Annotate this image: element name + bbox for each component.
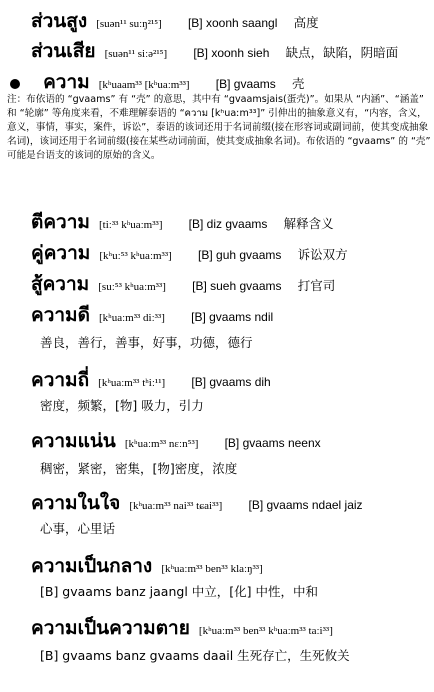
thai-headword: ความ: [43, 71, 90, 93]
ipa-transcription: [kʰuaːm³³ nɛːn⁵³]: [124, 438, 199, 450]
thai-headword: ความดี: [31, 304, 90, 326]
entry-line: [31, 300, 273, 330]
definition-line: 密度，频繁，[物] 吸力，引力: [40, 398, 204, 413]
thai-headword: ส่วนสูง: [31, 10, 88, 32]
thai-headword: ความแน่น: [31, 430, 116, 452]
entry-line: [31, 365, 271, 395]
entry-line: [31, 269, 335, 299]
ipa-transcription: [kʰuaːm³³ ben³³ klaːŋ³³]: [161, 563, 263, 575]
ipa-transcription: [kʰuaːm³³ diː³³]: [99, 312, 165, 324]
chinese-gloss: 壳: [292, 76, 305, 91]
chinese-gloss: 打官司: [297, 278, 336, 293]
thai-headword: ความเป็นความตาย: [31, 617, 190, 639]
ipa-transcription: [tiː³³ kʰuaːm³³]: [99, 219, 163, 231]
chinese-gloss: 解释含义: [283, 216, 334, 231]
definition-line: 善良，善行，善事，好事，功德，德行: [40, 335, 253, 350]
ipa-transcription: [kʰuaːm³³ ben³³ kʰuaːm³³ taːi³³]: [198, 625, 333, 637]
buyi-source: [B] xoonh saangl: [187, 16, 278, 30]
thai-headword: ความถี่: [31, 369, 90, 391]
buyi-source: [B] guh gvaams: [198, 248, 282, 262]
definition-line: 稠密，紧密，密集，[物]密度，浓度: [40, 461, 238, 476]
entry-line: [31, 6, 319, 36]
ipa-transcription: [kʰuaːm³³ tʰiː¹¹]: [98, 377, 166, 389]
chinese-gloss: 缺点，缺陷，阴暗面: [285, 45, 399, 60]
ipa-transcription: [suən¹¹ siːə²¹⁵]: [104, 48, 168, 60]
entry-line: [31, 613, 333, 643]
thai-headword: สู้ความ: [31, 273, 90, 295]
thai-headword: ตีความ: [31, 211, 90, 233]
ipa-transcription: [suː⁵³ kʰuaːm³³]: [98, 281, 166, 293]
ipa-transcription: [kʰuaam³³ [kʰuaːm³³]: [98, 79, 190, 91]
buyi-source: [B] sueh gvaams: [192, 279, 282, 293]
ipa-transcription: [kʰuaːm³³ nai³³ tɕai³³]: [129, 500, 223, 512]
thai-headword: คู่ความ: [31, 242, 91, 264]
ipa-transcription: [suən¹¹ suːŋ²¹⁵]: [96, 18, 162, 30]
thai-headword: ส่วนเสีย: [31, 40, 96, 62]
entry-line: [31, 207, 334, 237]
thai-headword: ความเป็นกลาง: [31, 555, 153, 577]
buyi-source: [B] gvaams neenx: [224, 436, 321, 450]
definition-line: 心事，心里话: [40, 521, 116, 536]
definition-line: [B] gvaams banz jaangl 中立，[化] 中性，中和: [40, 584, 318, 599]
buyi-source: [B] gvaams: [215, 77, 276, 91]
buyi-source: [B] gvaams ndael jaiz: [248, 498, 363, 512]
thai-headword: ความในใจ: [31, 492, 121, 514]
buyi-source: [B] diz gvaams: [188, 217, 268, 231]
entry-line: [31, 551, 263, 581]
entry-line: [31, 488, 363, 518]
entry-line: [31, 238, 348, 268]
bullet-icon: [10, 79, 20, 89]
ipa-transcription: [kʰuː⁵³ kʰuaːm³³]: [99, 250, 172, 262]
entry-line: [31, 36, 398, 66]
buyi-source: [B] xoonh sieh: [193, 46, 270, 60]
definition-line: [B] gvaams banz gvaams daail 生死存亡，生死攸关: [40, 648, 350, 663]
etymology-note: 注：布依语的 “gvaams” 有 “壳” 的意思，其中有 “gvaamsjais(蛋壳)”。如果从 “内涵”、“涵盖” 和 “轮廓” 等角度来看，不难理解泰语的 “ความ [kʰuaːm³³]” 引伸出的抽象意义有，“内容，含义，意义，事情，事实，案件，诉讼”，泰语的该词还用于名词前缀(接在形容词或副词前，使其变成抽象名词)，该词还用于名词前缀(接在某些动词前面，使其变成抽象名词)。布依语的 “gvaams” 的 “壳” 可能是台语支的该词的原始的含义。: [7, 94, 431, 161]
buyi-source: [B] gvaams ndil: [191, 310, 274, 324]
buyi-source: [B] gvaams dih: [191, 375, 271, 389]
chinese-gloss: 高度: [293, 15, 319, 30]
chinese-gloss: 诉讼双方: [297, 247, 348, 262]
entry-line: [31, 426, 321, 456]
